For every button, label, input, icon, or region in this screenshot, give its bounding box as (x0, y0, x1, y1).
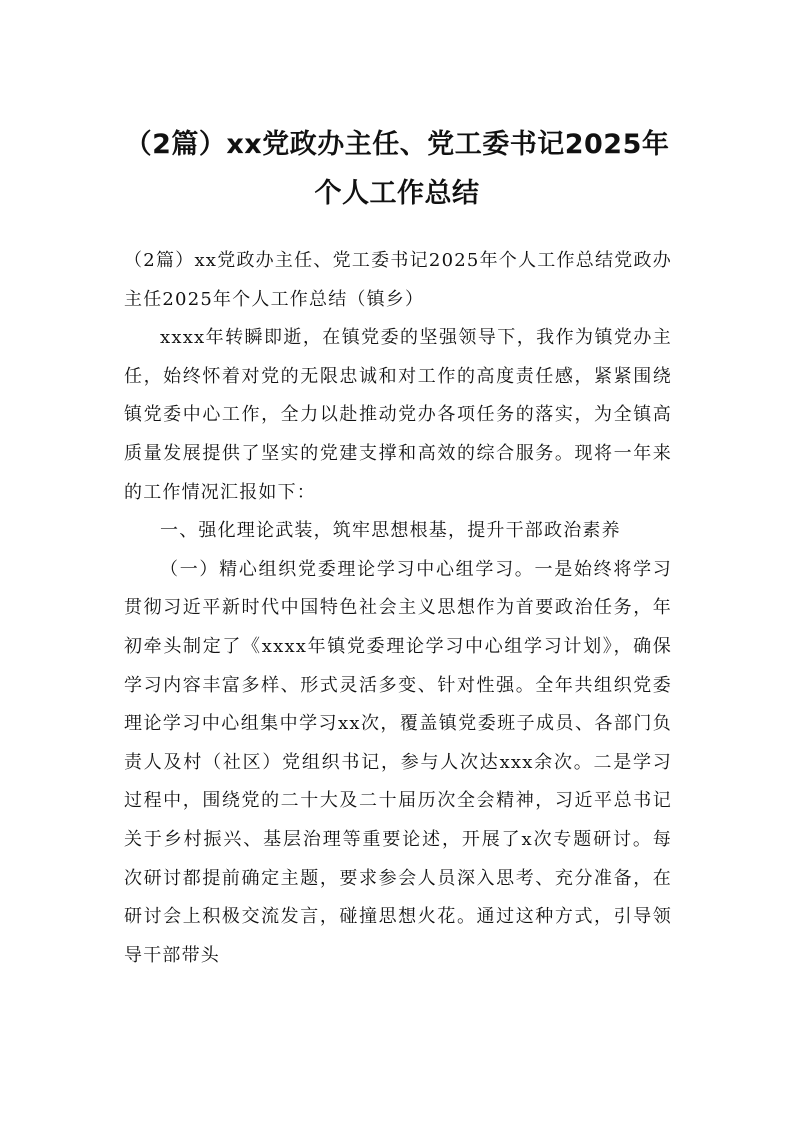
intro-paragraph: （2篇）xx党政办主任、党工委书记2025年个人工作总结党政办主任2025年个人工作总结（镇乡） (124, 250, 672, 310)
summary-paragraph: xxxx年转瞬即逝，在镇党委的坚强领导下，我作为镇党办主任，始终怀着对党的无限忠诚和对工作的高度责任感，紧紧围绕镇党委中心工作，全力以赴推动党办各项任务的落实，为全镇高质量发展提供了坚实的党建支撑和高效的综合服务。现将一年来的工作情况汇报如下： (124, 327, 672, 503)
document-title: （2篇）xx党政办主任、党工委书记2025年个人工作总结 (124, 129, 670, 209)
document-body (124, 242, 672, 975)
section-heading: 一、强化理论武装，筑牢思想根基，提升干部政治素养 (160, 520, 621, 542)
study-paragraph: （一）精心组织党委理论学习中心组学习。一是始终将学习贯彻习近平新时代中国特色社会主义思想作为首要政治任务，年初牵头制定了《xxxx年镇党委理论学习中心组学习计划》，确保学习内容丰富多样、形式灵活多变、针对性强。全年共组织党委理论学习中心组集中学习xx次，覆盖镇党委班子成员、各部门负责人及村（社区）党组织书记，参与人次达xxx余次。二是学习过程中，围绕党的二十大及二十届历次全会精神，习近平总书记关于乡村振兴、基层治理等重要论述，开展了x次专题研讨。每次研讨都提前确定主题，要求参会人员深入思考、充分准备，在研讨会上积极交流发言，碰撞思想火花。通过这种方式，引导领导干部带头 (124, 558, 672, 966)
